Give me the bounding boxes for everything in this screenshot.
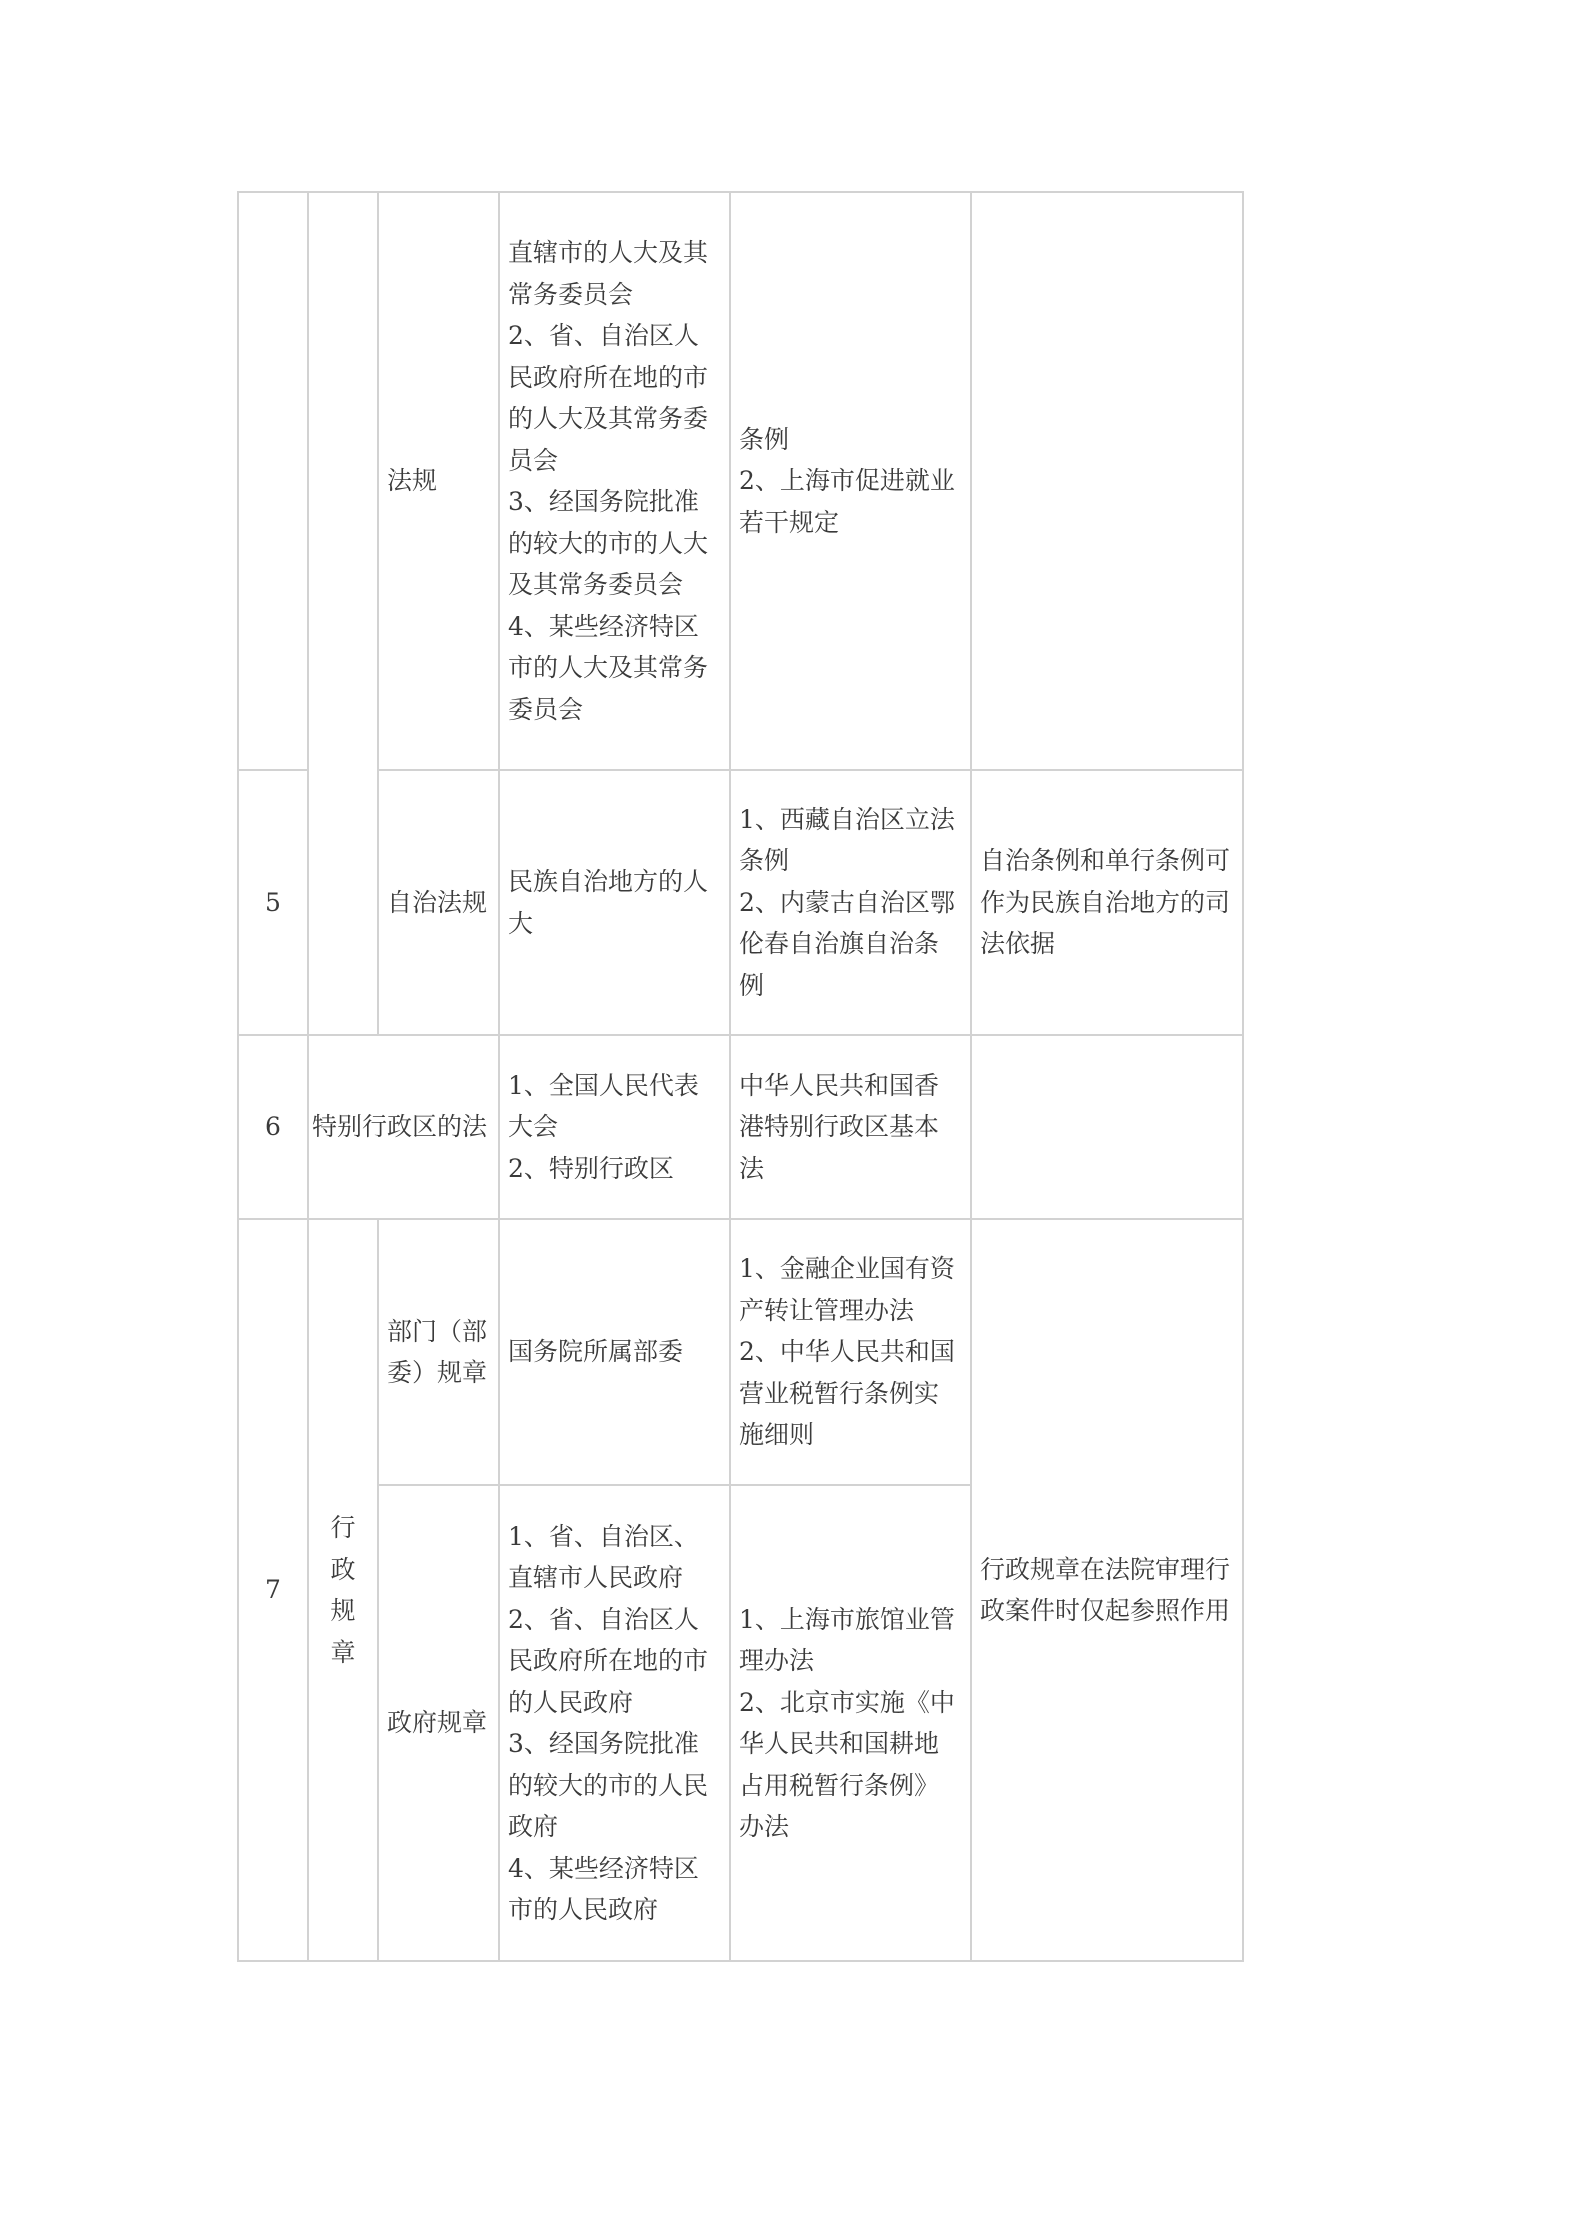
table-row — [238, 192, 1243, 770]
category-text: 特别行政区的法 — [312, 1112, 488, 1142]
category-cell — [378, 192, 499, 770]
examples-cell — [730, 770, 971, 1035]
examples-text: 1、西藏自治区立法条例 2、内蒙古自治区鄂伦春自治旗自治条例 — [739, 804, 955, 1000]
maker-text: 民族自治地方的人大 — [508, 867, 709, 938]
note-cell — [971, 1219, 1243, 1961]
table-row — [238, 1035, 1243, 1219]
examples-text: 1、金融企业国有资产转让管理办法 2、中华人民共和国营业税暂行条例实施细则 — [739, 1254, 955, 1450]
maker-cell — [499, 192, 730, 770]
examples-cell — [730, 1485, 971, 1961]
row-number: 5 — [265, 887, 281, 917]
note-text: 自治条例和单行条例可作为民族自治地方的司法依据 — [980, 846, 1231, 959]
category-text: 法规 — [387, 466, 438, 496]
group-cell — [308, 1219, 378, 1961]
table-row — [238, 770, 1243, 1035]
law-hierarchy-table — [237, 191, 1244, 1962]
examples-text: 1、上海市旅馆业管理办法 2、北京市实施《中华人民共和国耕地占用税暂行条例》办法 — [739, 1604, 955, 1841]
category-text: 政府规章 — [387, 1708, 488, 1738]
category-text: 部门（部委）规章 — [387, 1316, 488, 1387]
row-number: 6 — [265, 1112, 281, 1142]
row-number-cell — [238, 1219, 308, 1961]
row-number-cell — [238, 192, 308, 770]
maker-text: 直辖市的人大及其常务委员会 2、省、自治区人民政府所在地的市的人大及其常务委员会 3、经国务院批准的较大的市的人大及其常务委员会 4、某些经济特区市的人大及其常务委员会 — [508, 238, 709, 724]
maker-text: 1、全国人民代表大会 2、特别行政区 — [508, 1070, 699, 1183]
category-cell — [308, 1035, 499, 1219]
examples-cell — [730, 1219, 971, 1485]
category-cell — [378, 1485, 499, 1961]
examples-cell — [730, 1035, 971, 1219]
examples-text: 条例 2、上海市促进就业若干规定 — [739, 424, 955, 537]
row-number: 7 — [265, 1575, 281, 1605]
category-text: 自治法规 — [387, 887, 488, 917]
maker-text: 1、省、自治区、直辖市人民政府 2、省、自治区人民政府所在地的市的人民政府 3、经国务院批准的较大的市的人民政府 4、某些经济特区市的人民政府 — [508, 1521, 709, 1924]
row-number-cell — [238, 1035, 308, 1219]
maker-text: 国务院所属部委 — [508, 1337, 684, 1367]
note-cell — [971, 1035, 1243, 1219]
maker-cell — [499, 1485, 730, 1961]
maker-cell — [499, 770, 730, 1035]
examples-cell — [730, 192, 971, 770]
category-cell — [378, 770, 499, 1035]
note-text: 行政规章在法院审理行政案件时仅起参照作用 — [980, 1554, 1231, 1625]
examples-text: 中华人民共和国香港特别行政区基本法 — [739, 1070, 940, 1183]
maker-cell — [499, 1219, 730, 1485]
row-group-cell — [308, 192, 378, 1035]
group-text: 行政规章 — [330, 1513, 356, 1667]
row-number-cell — [238, 770, 308, 1035]
note-cell — [971, 770, 1243, 1035]
table-row — [238, 1219, 1243, 1485]
maker-cell — [499, 1035, 730, 1219]
note-cell — [971, 192, 1243, 770]
category-cell — [378, 1219, 499, 1485]
